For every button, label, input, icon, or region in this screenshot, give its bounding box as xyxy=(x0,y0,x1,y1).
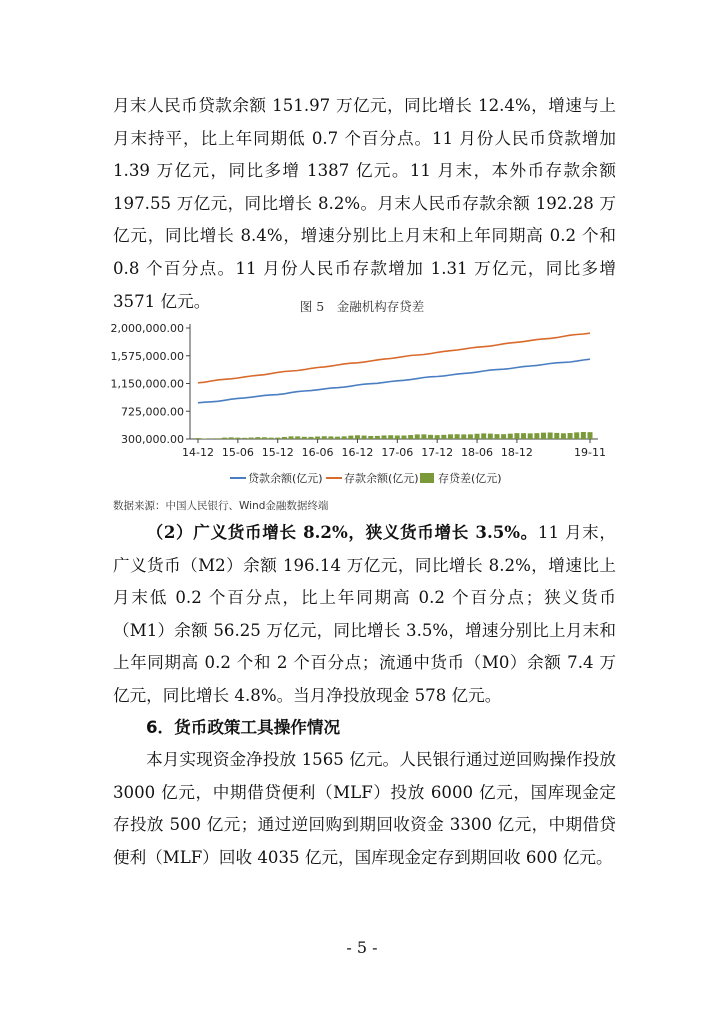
bar-deposit-loan-gap xyxy=(421,434,426,439)
bar-deposit-loan-gap xyxy=(302,437,307,439)
bars-deposit-loan-gap xyxy=(196,432,593,439)
bar-deposit-loan-gap xyxy=(215,438,220,439)
bar-deposit-loan-gap xyxy=(395,435,400,439)
bar-deposit-loan-gap xyxy=(528,433,533,439)
bar-deposit-loan-gap xyxy=(235,438,240,439)
y-tick-label: 1,150,000.00 xyxy=(110,377,184,391)
bar-deposit-loan-gap xyxy=(581,432,586,439)
bar-deposit-loan-gap xyxy=(355,435,360,439)
bar-deposit-loan-gap xyxy=(568,433,573,439)
x-tick-label: 16-06 xyxy=(301,446,334,459)
bar-deposit-loan-gap xyxy=(541,433,546,439)
figure-caption: 图 5 金融机构存贷差 xyxy=(299,299,425,314)
series-lines xyxy=(198,333,590,403)
bar-deposit-loan-gap xyxy=(475,434,480,439)
paragraph-policy-tools xyxy=(113,744,616,874)
x-tick-label: 16-12 xyxy=(341,446,374,459)
x-tick-label: 17-12 xyxy=(421,446,454,459)
bar-deposit-loan-gap xyxy=(468,434,473,439)
bar-deposit-loan-gap xyxy=(574,432,579,439)
bar-deposit-loan-gap xyxy=(461,434,466,439)
bar-deposit-loan-gap xyxy=(275,438,280,439)
paragraph-lead: （2）广义货币增长 8.2%，狭义货币增长 3.5%。 xyxy=(146,522,538,542)
bar-deposit-loan-gap xyxy=(315,436,320,439)
legend-swatch xyxy=(420,473,434,483)
bar-deposit-loan-gap xyxy=(362,436,367,439)
y-tick-label: 725,000.00 xyxy=(121,405,184,419)
x-tick-label: 15-06 xyxy=(221,446,254,459)
bar-deposit-loan-gap xyxy=(554,433,559,439)
line-series-deposits xyxy=(198,333,590,383)
y-tick-label: 1,575,000.00 xyxy=(110,349,184,363)
legend-label: 贷款余额(亿元) xyxy=(248,472,323,485)
bar-deposit-loan-gap xyxy=(196,438,201,439)
bar-deposit-loan-gap xyxy=(561,433,566,439)
bar-deposit-loan-gap xyxy=(222,438,227,439)
legend-label: 存贷差(亿元) xyxy=(438,472,502,485)
bar-deposit-loan-gap xyxy=(534,433,539,439)
bar-deposit-loan-gap xyxy=(229,437,234,439)
bar-deposit-loan-gap xyxy=(435,435,440,439)
paragraph-money-supply xyxy=(113,516,616,713)
page-number: - 5 - xyxy=(346,938,378,957)
bar-deposit-loan-gap xyxy=(501,434,506,439)
y-tick-label: 300,000.00 xyxy=(121,433,184,446)
bar-deposit-loan-gap xyxy=(481,433,486,439)
bar-deposit-loan-gap xyxy=(242,438,247,439)
paragraph-loans-deposits: 月末人民币贷款余额 151.97 万亿元，同比增长 12.4%，增速与上月末持平，比上年同期低 0.7 个百分点。11 月份人民币贷款增加 1.39 万亿元，同比多增 1387 亿元。11 月末，本外币存款余额 197.55 万亿元，同比增长 8.2%。月末人民币存款余额 192.28 万亿元，同比增长 8.4%，增速分别比上月末和上年同期高 0.2 个和 0.8 个百分点。11 月份人民币存款增加 1.31 万亿元，同比多增 3571 亿元。 xyxy=(113,96,616,311)
bar-deposit-loan-gap xyxy=(335,437,340,439)
paragraph-body: 11 月末，广义货币（M2）余额 196.14 万亿元，同比增长 8.2%，增速比上月末低 0.2 个百分点，比上年同期高 0.2 个百分点；狭义货币（M1）余额 56.25 万亿元，同比增长 3.5%，增速分别比上月末和上年同期高 0.2 个和 2 个百分点；流通中货币（M0）余额 7.4 万亿元，同比增长 4.8%。当月净投放现金 578 亿元。 xyxy=(113,523,617,705)
bar-deposit-loan-gap xyxy=(508,434,513,439)
bar-deposit-loan-gap xyxy=(342,436,347,439)
bar-deposit-loan-gap xyxy=(282,437,287,439)
bar-deposit-loan-gap xyxy=(408,435,413,439)
line-series-loans xyxy=(198,359,590,403)
bar-deposit-loan-gap xyxy=(428,435,433,439)
bar-deposit-loan-gap xyxy=(415,434,420,439)
bar-deposit-loan-gap xyxy=(308,437,313,439)
x-tick-label: 18-06 xyxy=(461,446,494,459)
section-heading: 6．货币政策工具操作情况 xyxy=(146,718,341,737)
bar-deposit-loan-gap xyxy=(521,433,526,439)
x-tick-label: 17-06 xyxy=(381,446,414,459)
bar-deposit-loan-gap xyxy=(262,437,267,439)
bar-deposit-loan-gap xyxy=(368,436,373,439)
chart-legend xyxy=(230,471,502,485)
bar-deposit-loan-gap xyxy=(289,436,294,439)
bar-deposit-loan-gap xyxy=(455,434,460,439)
bar-deposit-loan-gap xyxy=(255,437,260,439)
bar-deposit-loan-gap xyxy=(382,435,387,439)
data-source: 数据来源：中国人民银行、Wind金融数据终端 xyxy=(113,500,329,512)
bar-deposit-loan-gap xyxy=(322,436,327,439)
legend-label: 存款余额(亿元) xyxy=(344,472,419,485)
paragraph-body: 本月实现资金净投放 1565 亿元。人民银行通过逆回购操作投放 3000 亿元，中期借贷便利（MLF）投放 6000 亿元，国库现金定存投放 500 亿元；通过逆回购到期回收资金 3300 亿元，中期借贷便利（MLF）回收 4035 亿元，国库现金定存到期回收 600 亿元。 xyxy=(113,750,616,867)
bar-deposit-loan-gap xyxy=(249,438,254,439)
y-axis xyxy=(111,322,190,446)
bar-deposit-loan-gap xyxy=(494,434,499,439)
x-axis xyxy=(182,439,606,459)
bar-deposit-loan-gap xyxy=(514,433,519,439)
bar-deposit-loan-gap xyxy=(295,436,300,439)
bar-deposit-loan-gap xyxy=(348,436,353,439)
bar-deposit-loan-gap xyxy=(388,435,393,439)
x-tick-label: 15-12 xyxy=(261,446,294,459)
y-tick-label: 2,000,000.00 xyxy=(110,322,184,335)
deposit-loan-chart xyxy=(108,318,618,496)
x-tick-label: 14-12 xyxy=(182,446,214,459)
bar-deposit-loan-gap xyxy=(548,432,553,439)
bar-deposit-loan-gap xyxy=(588,432,593,439)
bar-deposit-loan-gap xyxy=(448,434,453,439)
bar-deposit-loan-gap xyxy=(488,434,493,439)
bar-deposit-loan-gap xyxy=(401,436,406,439)
x-tick-label: 19-11 xyxy=(574,446,606,459)
bar-deposit-loan-gap xyxy=(328,436,333,439)
x-tick-label: 18-12 xyxy=(500,446,533,459)
bar-deposit-loan-gap xyxy=(375,436,380,439)
bar-deposit-loan-gap xyxy=(269,438,274,439)
bar-deposit-loan-gap xyxy=(441,435,446,439)
